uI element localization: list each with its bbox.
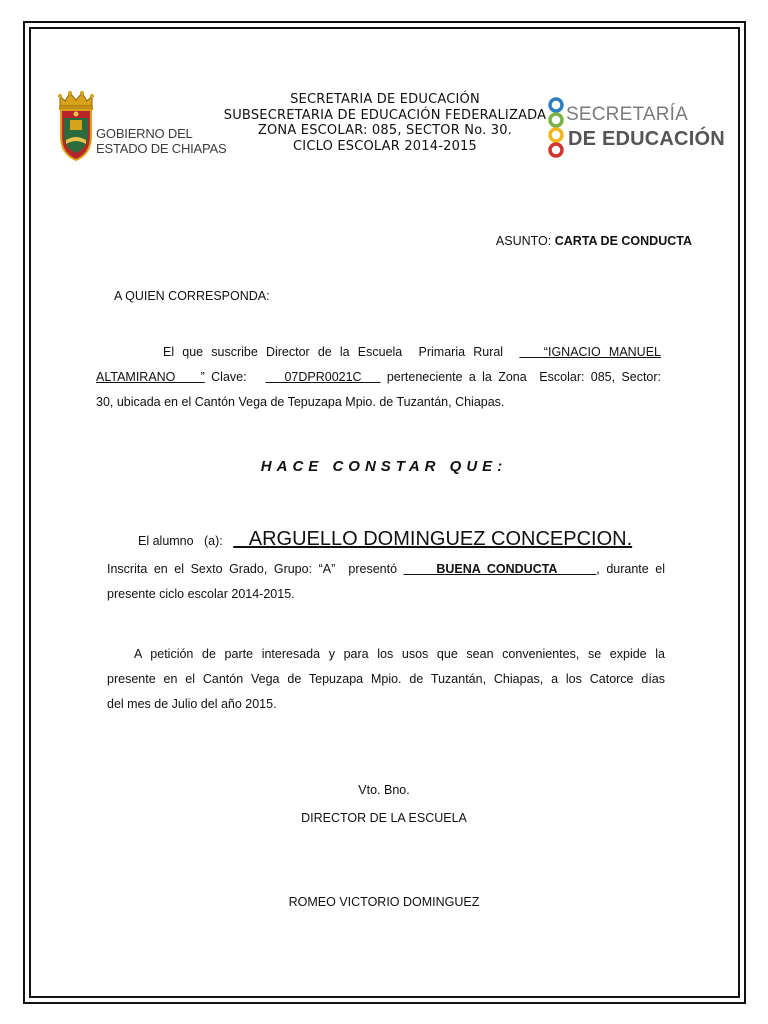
subject-value: CARTA DE CONDUCTA: [554, 234, 692, 248]
page-border-inner: [29, 27, 740, 998]
hace-constar-heading: HACE CONSTAR QUE:: [260, 458, 508, 475]
logo-left-line1: GOBIERNO DEL: [96, 126, 193, 141]
paragraph-issue: [107, 642, 665, 717]
header-line4: CICLO ESCOLAR 2014-2015: [293, 138, 477, 154]
vto-bno: Vto. Bno.: [358, 783, 410, 797]
logo-right-line2: DE EDUCACIÓN: [568, 128, 725, 150]
student-line: [138, 528, 632, 551]
logo-left-line2: ESTADO DE CHIAPAS: [96, 141, 227, 156]
para3-line3: del mes de Julio del año 2015.: [107, 697, 277, 711]
conduct-text-b: , durante el: [596, 562, 665, 576]
coat-of-arms-icon: [56, 90, 96, 162]
header-line3: ZONA ESCOLAR: 085, SECTOR No. 30.: [257, 123, 513, 138]
para1-text-d: perteneciente a la Zona Escolar: 085, Sector:: [380, 370, 662, 384]
header-line1: SECRETARIA DE EDUCACIÓN: [290, 92, 480, 107]
school-clave: 07DPR0021C: [265, 370, 381, 384]
student-label: El alumno (a):: [138, 534, 234, 548]
clave-label: Clave:: [204, 370, 266, 384]
letterhead: [190, 92, 580, 154]
paragraph-school: [96, 340, 661, 415]
signer-role: DIRECTOR DE LA ESCUELA: [301, 811, 467, 825]
para3-line2: presente en el Cantón Vega de Tepuzapa Mpio. de Tuzantán, Chiapas, a los Catorce días: [107, 672, 665, 686]
conduct-text-a: Inscrita en el Sexto Grado, Grupo: “A” presentó: [107, 562, 404, 576]
conduct-value: BUENA CONDUCTA: [403, 562, 597, 576]
student-name: ARGUELLO DOMINGUEZ CONCEPCION.: [233, 528, 633, 550]
subject-label: ASUNTO:: [495, 234, 555, 248]
para1-line3: 30, ubicada en el Cantón Vega de Tepuzapa Mpio. de Tuzantán, Chiapas.: [96, 395, 505, 409]
paragraph-conduct: [107, 557, 665, 607]
school-name-part1: “IGNACIO MANUEL: [519, 345, 661, 359]
header-line2: SUBSECRETARIA DE EDUCACIÓN FEDERALIZADA: [223, 107, 547, 123]
para3-line1: A petición de parte interesada y para los usos que sean convenientes, se expide la: [134, 647, 665, 661]
para1-text-a: El que suscribe Director de la Escuela Primaria Rural: [163, 345, 520, 359]
school-name-part2: ALTAMIRANO ”: [96, 370, 205, 384]
signer-name: ROMEO VICTORIO DOMINGUEZ: [288, 895, 480, 909]
salutation: A QUIEN CORRESPONDA:: [114, 289, 270, 303]
logo-right-line1: SECRETARÍA: [566, 104, 689, 125]
conduct-line3: presente ciclo escolar 2014-2015.: [107, 587, 295, 601]
subject-line: [496, 234, 692, 248]
